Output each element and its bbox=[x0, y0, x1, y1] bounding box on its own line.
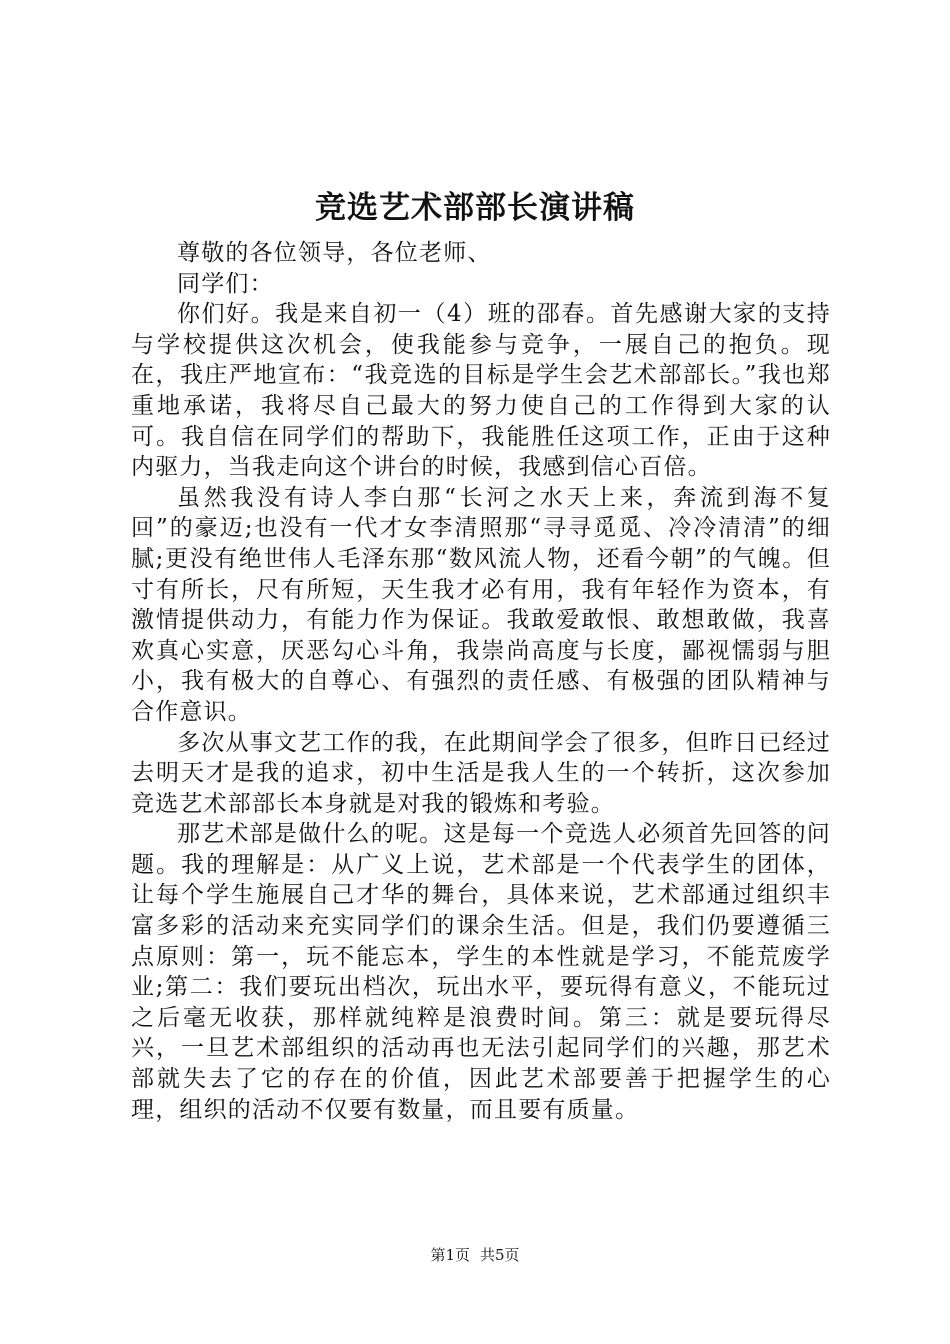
paragraph: 你们好。我是来自初一（4）班的邵春。首先感谢大家的支持与学校提供这次机会，使我能参与竞争，一展自己的抱负。现在，我庄严地宣布：“我竞选的目标是学生会艺术部部长。”我也郑重地承诺，我将尽自己最大的努力使自己的工作得到大家的认可。我自信在同学们的帮助下，我能胜任这项工作，正由于这种内驱力，当我走向这个讲台的时候，我感到信心百倍。 bbox=[131, 301, 831, 481]
salutation-line: 同学们： bbox=[177, 270, 274, 297]
paragraph: 多次从事文艺工作的我，在此期间学会了很多，但昨日已经过去明天才是我的追求，初中生活是我人生的一个转折，这次参加竞选艺术部部长本身就是对我的锻炼和考验。 bbox=[131, 729, 831, 817]
paragraph: 那艺术部是做什么的呢。这是每一个竞选人必须首先回答的问题。我的理解是：从广义上说，艺术部是一个代表学生的团体，让每个学生施展自己才华的舞台，具体来说，艺术部通过组织丰富多彩的活动来充实同学们的课余生活。但是，我们仍要遵循三点原则：第一，玩不能忘本，学生的本性就是学习，不能荒废学业;第二：我们要玩出档次，玩出水平，要玩得有意义，不能玩过之后毫无收获，那样就纯粹是浪费时间。第三：就是要玩得尽兴，一旦艺术部组织的活动再也无法引起同学们的兴趣，那艺术部就失去了它的存在的价值，因此艺术部要善于把握学生的心理，组织的活动不仅要有数量，而且要有质量。 bbox=[131, 821, 831, 1123]
paragraph: 虽然我没有诗人李白那“长河之水天上来，奔流到海不复回”的豪迈;也没有一代才女李清照那“寻寻觅觅、冷冷清清”的细腻;更没有绝世伟人毛泽东那“数风流人物，还看今朝”的气魄。但寸有所长，尺有所短，天生我才必有用，我有年轻作为资本，有激情提供动力，有能力作为保证。我敢爱敢恨、敢想敢做，我喜欢真心实意，厌恶勾心斗角，我崇尚高度与长度，鄙视懦弱与胆小，我有极大的自尊心、有强烈的责任感、有极强的团队精神与合作意识。 bbox=[131, 484, 831, 725]
page-number-total: 共5页 bbox=[480, 1246, 520, 1264]
salutation-line: 尊敬的各位领导，各位老师、 bbox=[177, 240, 492, 266]
page-footer bbox=[0, 1245, 950, 1265]
page-number-current: 第1页 bbox=[430, 1246, 470, 1264]
document-title: 竞选艺术部部长演讲稿 bbox=[315, 190, 635, 226]
document-body bbox=[131, 238, 831, 1125]
